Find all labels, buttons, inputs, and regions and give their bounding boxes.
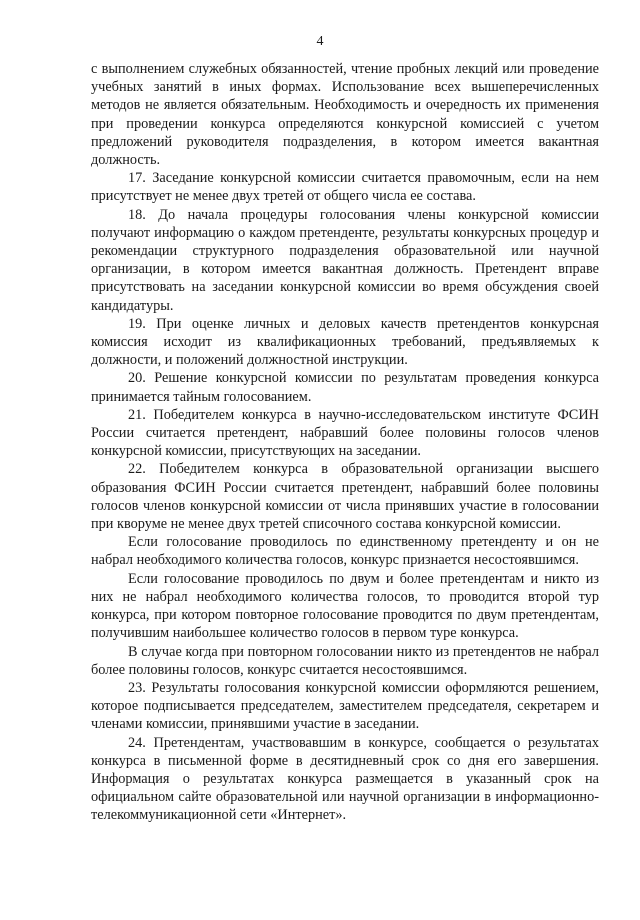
paragraph-21: 21. Победителем конкурса в научно-исследовательском институте ФСИН России считается претендент, набравший более половины голосов членов конкурсной комиссии, присутствующих на заседании. (91, 406, 599, 460)
paragraph-22: 22. Победителем конкурса в образовательной организации высшего образования ФСИН России считается претендент, набравший более половины голосов членов конкурсной комиссии от числа принявших участие в голосовании при кворуме не менее двух третей списочного состава конкурсной комиссии. (91, 461, 599, 533)
paragraph-23: 23. Результаты голосования конкурсной комиссии оформляются решением, которое подписывается председателем, заместителем председателя, секретарем и членами комиссии, принявшими участие в заседании. (91, 679, 599, 733)
paragraph-18: 18. До начала процедуры голосования члены конкурсной комиссии получают информацию о каждом претенденте, результаты конкурсных процедур и рекомендации структурного подразделения образовательной или научной организации, в котором имеется вакантная должность. Претендент вправе присутствовать на заседании конкурсной комиссии во время обсуждения своей кандидатуры. (91, 206, 599, 314)
paragraph-continuation: с выполнением служебных обязанностей, чтение пробных лекций или проведение учебных занятий в иных формах. Использование всех вышеперечисленных методов не является обязательным. Необходимость и очередность их применения при проведении конкурса определяются конкурсной комиссией с учетом предложений руководителя подразделения, в котором имеется вакантная должность. (91, 61, 599, 169)
page-number: 4 (316, 34, 324, 49)
paragraph-22-repeat-vote: В случае когда при повторном голосовании никто из претендентов не набрал более половины голосов, конкурс считается несостоявшимся. (91, 643, 599, 678)
paragraph-22-second-round: Если голосование проводилось по двум и более претендентам и никто из них не набрал необходимого количества голосов, то проводится второй тур конкурса, при котором повторное голосование проводится по двум претендентам, получившим наибольшее количество голосов в первом туре конкурса. (91, 570, 599, 642)
paragraph-17: 17. Заседание конкурсной комиссии считается правомочным, если на нем присутствует не менее двух третей от общего числа ее состава. (91, 170, 599, 205)
paragraph-24: 24. Претендентам, участвовавшим в конкурсе, сообщается о результатах конкурса в письменной форме в десятидневный срок со дня его завершения. Информация о результатах конкурса размещается в указанный срок на официальном сайте образовательной или научной организации в информационно-телекоммуникационной сети «Интернет». (91, 734, 599, 824)
document-body (91, 60, 599, 825)
paragraph-20: 20. Решение конкурсной комиссии по результатам проведения конкурса принимается тайным голосованием. (91, 370, 599, 405)
paragraph-22-single-candidate: Если голосование проводилось по единственному претенденту и он не набрал необходимого количества голосов, конкурс признается несостоявшимся. (91, 534, 599, 569)
paragraph-19: 19. При оценке личных и деловых качеств претендентов конкурсная комиссия исходит из квалификационных требований, предъявляемых к должности, и положений должностной инструкции. (91, 315, 599, 369)
